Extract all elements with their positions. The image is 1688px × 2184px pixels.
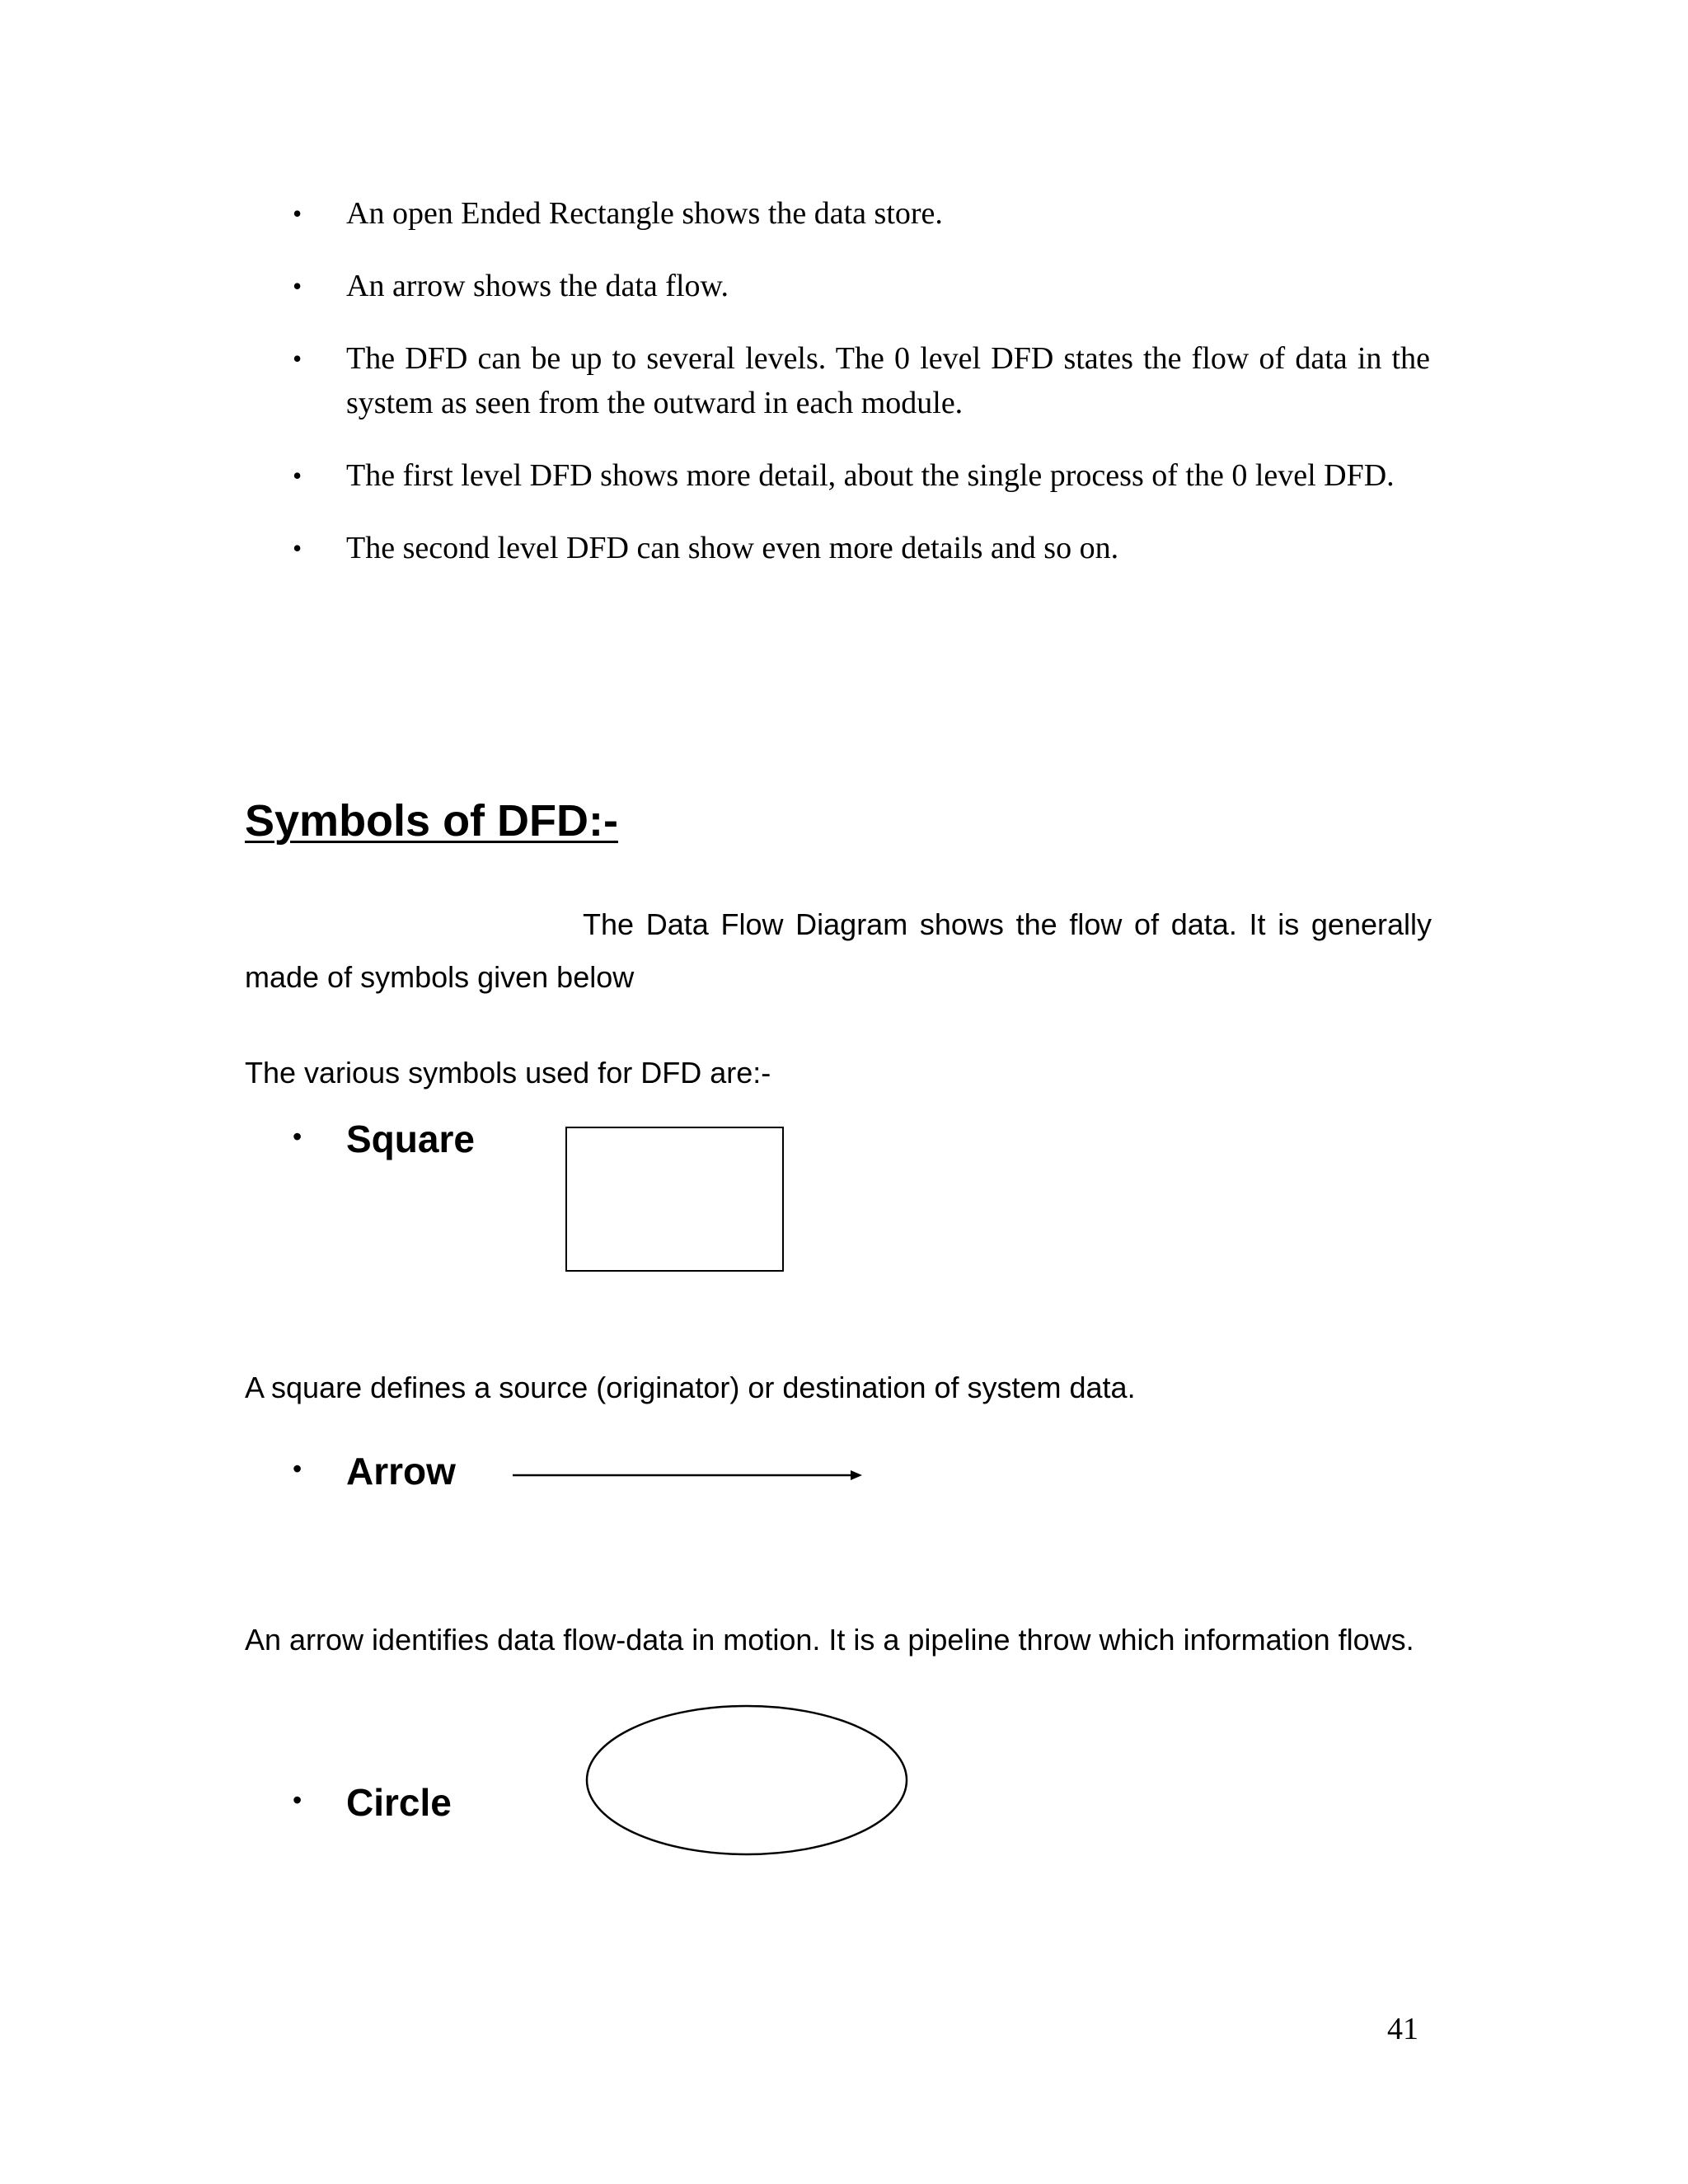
arrow-label: Arrow: [346, 1450, 456, 1493]
bullet-icon: •: [293, 1785, 302, 1815]
bullet-icon: •: [293, 533, 302, 563]
list-item-text: The second level DFD can show even more details and so on.: [346, 531, 1119, 565]
section-heading: Symbols of DFD:-: [245, 796, 618, 846]
circle-label: Circle: [346, 1781, 452, 1824]
bullet-icon: •: [293, 199, 302, 228]
intro-paragraph: The Data Flow Diagram shows the flow of data. It is generally made of symbols given below: [245, 907, 1432, 994]
square-description: A square defines a source (originator) or destination of system data.: [245, 1371, 1136, 1404]
bullet-icon: •: [293, 461, 302, 490]
square-label: Square: [346, 1118, 475, 1160]
symbols-intro-text: The various symbols used for DFD are:-: [245, 1056, 771, 1090]
arrow-description: An arrow identifies data flow-data in motion. It is a pipeline throw which information flows.: [245, 1623, 1414, 1657]
list-item: [293, 526, 1430, 570]
list-item: [293, 264, 1430, 308]
bullet-icon: •: [293, 1122, 302, 1151]
bullet-icon: •: [293, 271, 302, 301]
page-number: 41: [1387, 2012, 1418, 2046]
bullet-icon: •: [293, 1454, 302, 1483]
list-item: [293, 191, 1430, 236]
list-item: [293, 453, 1430, 498]
list-item-text: An arrow shows the data flow.: [346, 269, 729, 303]
arrow-shape-icon: [513, 1465, 863, 1485]
dfd-notes-list: [293, 191, 1430, 598]
list-item-text: The DFD can be up to several levels. The 0 level DFD states the flow of data in the system as seen from the outward in each module.: [346, 341, 1430, 420]
circle-shape-icon: [585, 1704, 908, 1856]
list-item-text: The first level DFD shows more detail, about the single process of the 0 level DFD.: [346, 458, 1395, 493]
bullet-icon: •: [293, 344, 302, 373]
list-item-text: An open Ended Rectangle shows the data store.: [346, 196, 943, 231]
list-item: [293, 336, 1430, 425]
square-shape-icon: [565, 1127, 784, 1272]
